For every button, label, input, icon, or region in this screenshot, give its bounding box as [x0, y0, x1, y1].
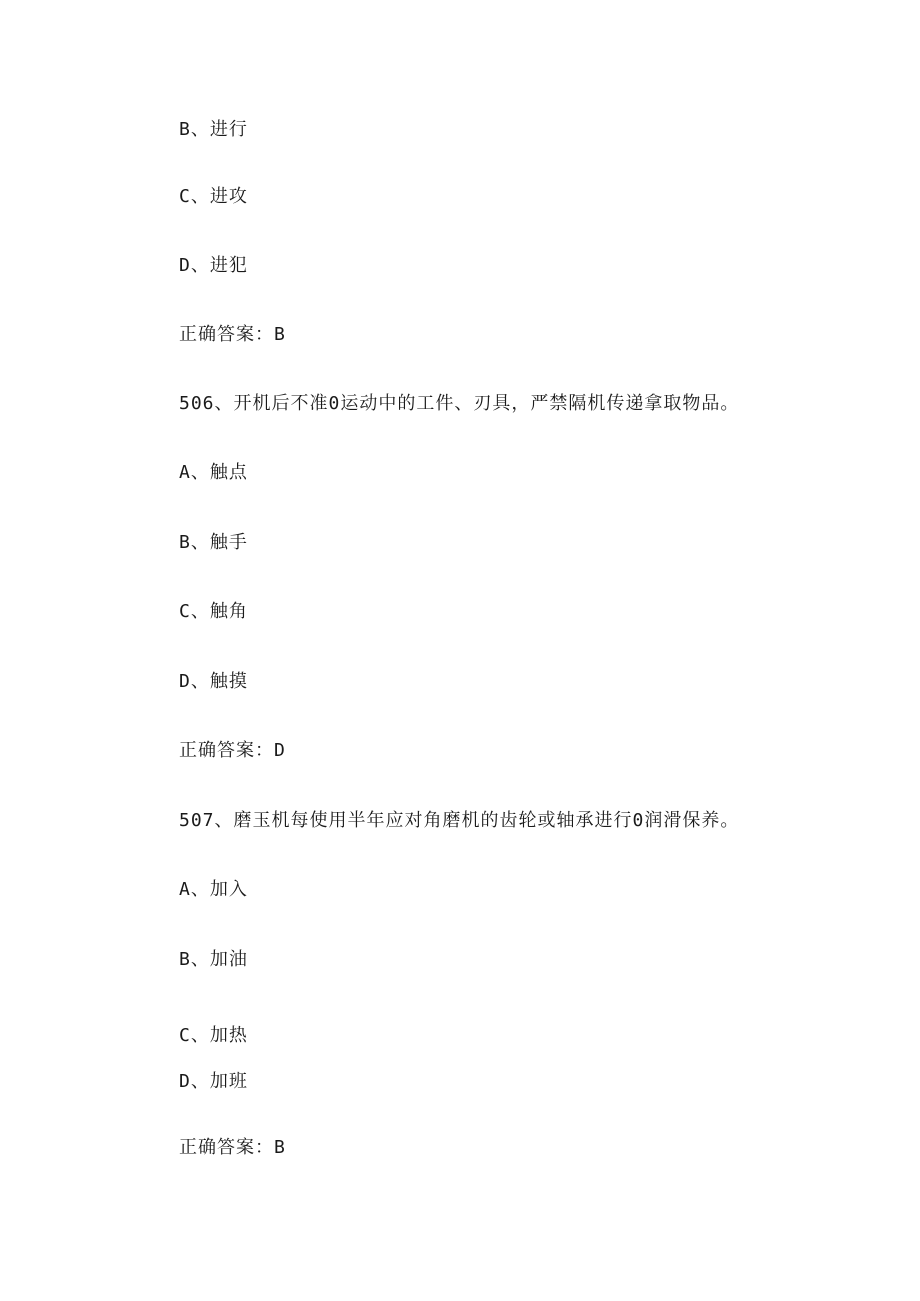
question-506: 506、开机后不准0运动中的工件、刃具，严禁隔机传递拿取物品。 — [179, 393, 740, 414]
option-a: A、触点 — [179, 462, 248, 483]
answer-line: 正确答案：B — [179, 1137, 286, 1158]
answer-line: 正确答案：B — [179, 324, 286, 345]
option-c: C、触角 — [179, 601, 248, 622]
option-d: D、触摸 — [179, 671, 248, 692]
option-a: A、加入 — [179, 879, 248, 900]
question-507: 507、磨玉机每使用半年应对角磨机的齿轮或轴承进行0润滑保养。 — [179, 810, 740, 831]
option-c: C、进攻 — [179, 186, 248, 207]
option-b: B、触手 — [179, 532, 248, 553]
option-d: D、进犯 — [179, 255, 248, 276]
option-b: B、加油 — [179, 949, 248, 970]
option-c: C、加热 — [179, 1025, 248, 1046]
answer-line: 正确答案：D — [179, 740, 286, 761]
option-b: B、进行 — [179, 119, 248, 140]
option-d: D、加班 — [179, 1071, 248, 1092]
